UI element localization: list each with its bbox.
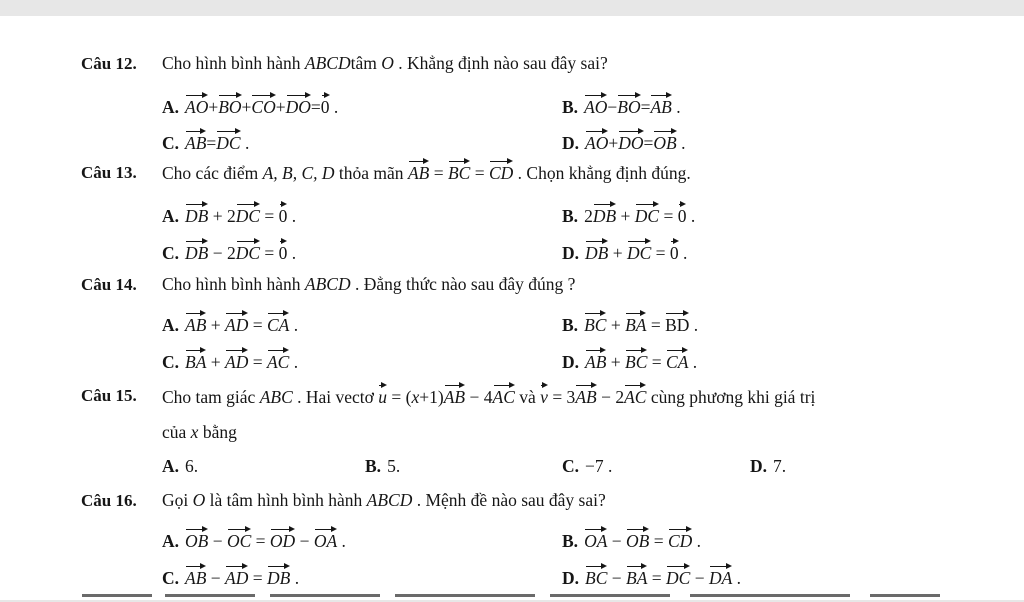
question-12-text: Cho hình bình hành ABCDtâm O . Khẳng định nào sau đây sai? [162,53,608,73]
question-15-label: Câu 15. [81,386,137,405]
question-14-option-c[interactable]: C. BA + AD = AC . [162,352,299,372]
question-14-text: Cho hình bình hành ABCD . Đẳng thức nào sau đây đúng ? [162,274,576,294]
question-15-option-a[interactable]: A. 6. [162,456,199,476]
question-16-option-b[interactable]: B. OA − OB = CD . [562,531,702,551]
question-13-label: Câu 13. [81,163,137,182]
question-16-option-c[interactable]: C. AB − AD = DB . [162,568,300,588]
question-15-text-continued: của x bằng [162,422,237,442]
question-13-option-d[interactable]: D. DB + DC = 0 . [562,243,688,263]
question-14-option-b[interactable]: B. BC + BA = BD . [562,315,699,335]
question-12-label: Câu 12. [81,54,137,73]
question-13-text: Cho các điểm A, B, C, D thỏa mãn AB = BC = CD . Chọn khẳng định đúng. [162,163,691,183]
question-15-option-c[interactable]: C. −7 . [562,456,613,476]
question-15-text: Cho tam giác ABC . Hai vectơ u = (x+1)AB − 4AC và v = 3AB − 2AC cùng phương khi giá trị [162,387,816,407]
question-12-option-c[interactable]: C. AB=DC . [162,133,250,153]
cut-off-next-line [0,594,1024,602]
question-12-option-a[interactable]: A. AO+BO+CO+DO=0 . [162,97,339,117]
question-16-option-a[interactable]: A. OB − OC = OD − OA . [162,531,346,551]
question-12-option-b[interactable]: B. AO−BO=AB . [562,97,681,117]
question-13-option-b[interactable]: B. 2DB + DC = 0 . [562,206,696,226]
question-13-option-c[interactable]: C. DB − 2DC = 0 . [162,243,297,263]
question-16-label: Câu 16. [81,491,137,510]
question-14-label: Câu 14. [81,275,137,294]
document-page [0,16,1024,600]
question-14-option-a[interactable]: A. AB + AD = CA . [162,315,299,335]
question-14-option-d[interactable]: D. AB + BC = CA . [562,352,698,372]
question-16-text: Gọi O là tâm hình bình hành ABCD . Mệnh đề nào sau đây sai? [162,490,606,510]
question-13-option-a[interactable]: A. DB + 2DC = 0 . [162,206,297,226]
question-12-option-d[interactable]: D. AO+DO=OB . [562,133,686,153]
question-16-option-d[interactable]: D. BC − BA = DC − DA . [562,568,742,588]
question-15-option-d[interactable]: D. 7. [750,456,787,476]
question-15-option-b[interactable]: B. 5. [365,456,401,476]
